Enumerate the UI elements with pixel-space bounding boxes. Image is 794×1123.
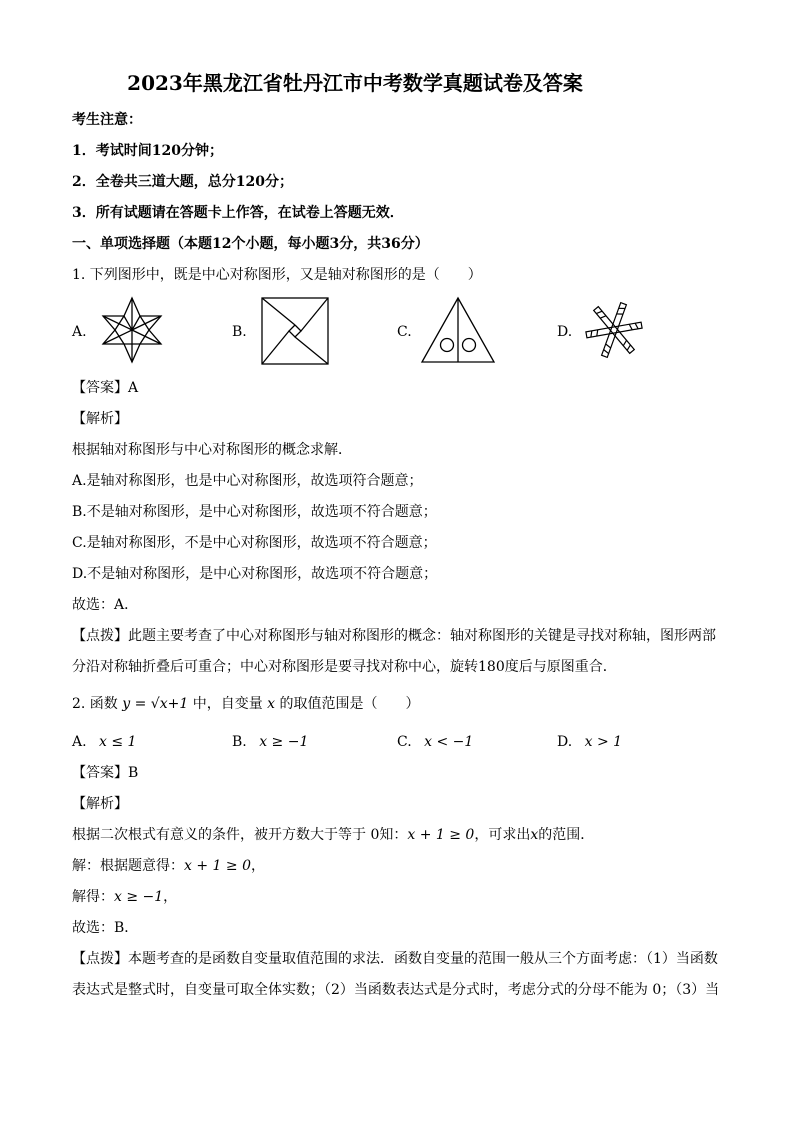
q2-solution-line-2 bbox=[72, 887, 177, 907]
q1-choice: 故选：A． bbox=[72, 597, 139, 613]
q2-option-d bbox=[557, 732, 622, 752]
q1-option-b-label: B. bbox=[232, 324, 247, 340]
q2-comment-line-1: 【点拨】本题考查的是函数自变量取值范围的求法．函数自变量的范围一般从三个方面考虑：（1）当函数 bbox=[72, 951, 718, 967]
q2-analysis-text: 的范围． bbox=[538, 827, 595, 843]
q1-stem: 1. 下列图形中，既是中心对称图形，又是轴对称图形的是（ ） bbox=[72, 267, 482, 283]
q2-stem-variable: x bbox=[267, 696, 276, 712]
q1-option-d-windmill-icon bbox=[584, 300, 644, 360]
q1-comment-line-2: 分沿对称轴折叠后可重合；中心对称图形是要寻找对称中心，旋转180度后与原图重合． bbox=[72, 659, 617, 675]
q2-option-b-label: B. bbox=[232, 734, 247, 750]
q2-option-c-label: C. bbox=[397, 734, 412, 750]
q2-solution-text: ， bbox=[163, 889, 178, 905]
q2-analysis-text: ，可求出 bbox=[474, 827, 531, 843]
q2-comment-line-2: 表达式是整式时，自变量可取全体实数；（2）当函数表达式是分式时，考虑分式的分母不能为 0；（3）当 bbox=[72, 982, 720, 998]
q1-analysis-line: D.不是轴对称图形，是中心对称图形，故选项不符合题意； bbox=[72, 566, 438, 582]
q1-option-a-hexagram-icon bbox=[97, 296, 167, 364]
q2-solution-text: 解得： bbox=[72, 889, 114, 905]
section-heading: 一、单项选择题（本题12个小题，每小题3分，共36分） bbox=[72, 236, 429, 252]
notice-item-1: 1．考试时间120分钟； bbox=[72, 143, 223, 159]
q2-analysis-line bbox=[72, 825, 594, 845]
notice-heading: 考生注意： bbox=[72, 112, 142, 128]
q2-stem-suffix: 的取值范围是（ ） bbox=[279, 696, 420, 712]
notice-item-2: 2．全卷共三道大题，总分120分； bbox=[72, 174, 293, 190]
q2-solution-text: ， bbox=[250, 858, 265, 874]
q1-option-d-label: D. bbox=[557, 324, 573, 340]
q2-option-a-expr: x ≤ 1 bbox=[99, 734, 137, 750]
q1-option-a-label: A. bbox=[72, 324, 87, 340]
page-title bbox=[0, 70, 794, 96]
q2-stem bbox=[72, 694, 420, 714]
q1-option-c-label: C. bbox=[397, 324, 412, 340]
q1-analysis-line: A.是轴对称图形，也是中心对称图形，故选项符合题意； bbox=[72, 473, 423, 489]
q2-solution-line-1 bbox=[72, 856, 265, 876]
q1-analysis-line: B.不是轴对称图形，是中心对称图形，故选项不符合题意； bbox=[72, 504, 437, 520]
q2-analysis-heading: 【解析】 bbox=[72, 796, 128, 812]
q2-stem-middle: 中，自变量 bbox=[192, 696, 263, 712]
q2-solution-expr: x ≥ −1 bbox=[114, 889, 164, 905]
q2-option-b bbox=[232, 732, 308, 752]
q1-comment-line-1: 【点拨】此题主要考查了中心对称图形与轴对称图形的概念：轴对称图形的关键是寻找对称轴，图形两部 bbox=[72, 628, 716, 644]
q2-answer: 【答案】B bbox=[72, 765, 139, 781]
q2-analysis-text: 根据二次根式有意义的条件，被开方数大于等于 0知： bbox=[72, 827, 408, 843]
q2-option-b-expr: x ≥ −1 bbox=[259, 734, 309, 750]
q1-option-b-pinwheel-square-icon bbox=[260, 296, 330, 366]
q2-solution-text: 解：根据题意得： bbox=[72, 858, 184, 874]
q1-answer: 【答案】A bbox=[72, 380, 139, 396]
q2-option-a-label: A. bbox=[72, 734, 87, 750]
title-text: 2023年黑龙江省牡丹江市中考数学真题试卷及答案 bbox=[127, 71, 583, 95]
q2-option-d-expr: x > 1 bbox=[584, 734, 623, 750]
q2-option-a bbox=[72, 732, 136, 752]
q1-analysis-heading: 【解析】 bbox=[72, 411, 128, 427]
q2-option-c-expr: x < −1 bbox=[424, 734, 474, 750]
q1-analysis-line: C.是轴对称图形，不是中心对称图形，故选项不符合题意； bbox=[72, 535, 437, 551]
q2-stem-prefix: 2. 函数 bbox=[72, 696, 118, 712]
q2-solution-expr: x + 1 ≥ 0 bbox=[184, 858, 251, 874]
q2-function-formula: y = √x+1 bbox=[122, 696, 189, 712]
q1-analysis-line: 根据轴对称图形与中心对称图形的概念求解． bbox=[72, 442, 352, 458]
notice-item-3: 3．所有试题请在答题卡上作答，在试卷上答题无效． bbox=[72, 205, 404, 221]
q1-option-c-triangle-circles-icon bbox=[420, 296, 496, 364]
q2-option-c bbox=[397, 732, 473, 752]
q2-analysis-variable: x bbox=[530, 827, 539, 843]
q2-analysis-expr: x + 1 ≥ 0 bbox=[407, 827, 475, 843]
q2-choice: 故选：B． bbox=[72, 920, 139, 936]
q2-option-d-label: D. bbox=[557, 734, 573, 750]
